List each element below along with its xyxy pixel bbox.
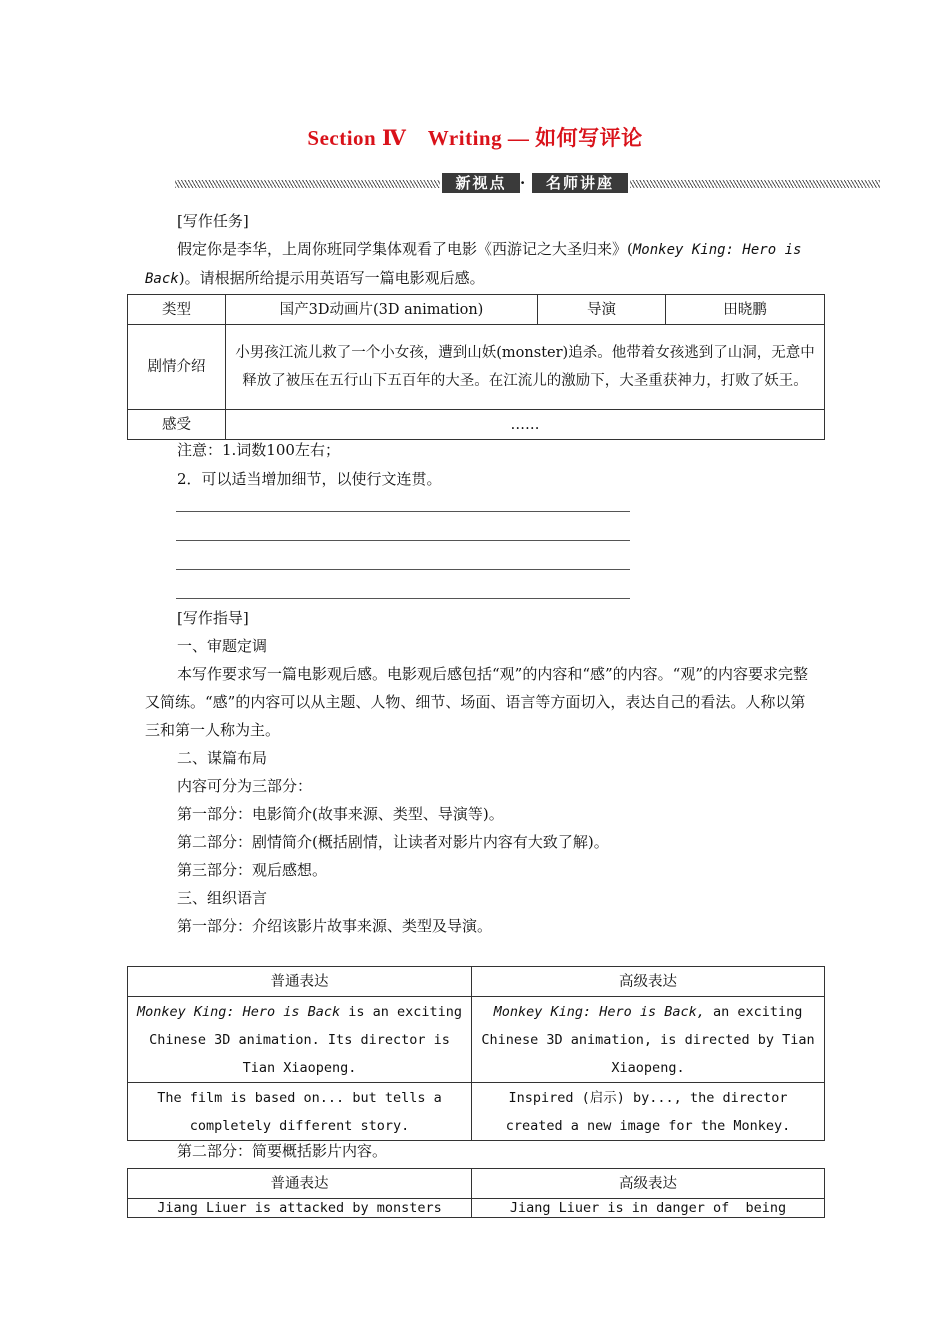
advanced-expression-2: Inspired (启示) by..., the director created a new image for the Monkey. [472, 1083, 825, 1141]
section-3-part-2: 第二部分：简要概括影片内容。 [177, 1142, 388, 1160]
info-table [127, 294, 825, 440]
section-banner [175, 173, 880, 195]
section-2-part-3: 第三部分：观后感想。 [177, 861, 328, 879]
header-basic: 普通表达 [128, 1169, 472, 1199]
banner-tag-new-view: 新视点 [442, 173, 520, 193]
banner-hatch-left [175, 180, 440, 188]
writing-line [176, 540, 630, 541]
type-label: 类型 [128, 295, 226, 325]
section-2-part-2: 第二部分：剧情简介(概括剧情，让读者对影片内容有大致了解)。 [177, 833, 609, 851]
compare-table-2 [127, 1168, 825, 1218]
header-advanced: 高级表达 [472, 1169, 825, 1199]
writing-line [176, 598, 630, 599]
director-label: 导演 [538, 295, 666, 325]
plot-value: 小男孩江流儿救了一个小女孩，遭到山妖(monster)追杀。他带着女孩逃到了山洞，无意中释放了被压在五行山下五百年的大圣。在江流儿的激励下，大圣重获神力，打败了妖王。 [226, 325, 825, 410]
section-2-part-1: 第一部分：电影简介(故事来源、类型、导演等)。 [177, 805, 504, 823]
section-3-part-1: 第一部分：介绍该影片故事来源、类型及导演。 [177, 917, 493, 935]
advanced-expression-1: Monkey King: Hero is Back, an exciting Chinese 3D animation, is directed by Tian Xiaopeng. [472, 997, 825, 1083]
banner-tag-lecture: 名师讲座 [532, 173, 628, 193]
note-1: 注意：1.词数100左右； [177, 441, 340, 459]
task-intro: 假定你是李华，上周你班同学集体观看了电影《西游记之大圣归来》(Monkey King: Hero is Back)。请根据所给提示用英语写一篇电影观后感。 [145, 240, 802, 287]
page-title: Section Ⅳ Writing — 如何写评论 [307, 126, 643, 150]
compare-table-1 [127, 966, 825, 1141]
feeling-label: 感受 [128, 410, 226, 440]
task-heading: [写作任务] [177, 212, 249, 230]
basic-expression-1: Jiang Liuer is attacked by monsters [128, 1199, 472, 1218]
basic-expression-1: Monkey King: Hero is Back is an exciting Chinese 3D animation. Its director is Tian Xiaopeng. [128, 997, 472, 1083]
feeling-value: …… [226, 410, 825, 440]
banner-dot: · [520, 174, 526, 192]
director-value: 田晓鹏 [666, 295, 825, 325]
writing-line [176, 511, 630, 512]
writing-line [176, 569, 630, 570]
section-3-title: 三、组织语言 [177, 889, 268, 907]
section-2-title: 二、谋篇布局 [177, 749, 268, 767]
section-1-body: 本写作要求写一篇电影观后感。电影观后感包括“观”的内容和“感”的内容。“观”的内容要求完整又简练。“感”的内容可以从主题、人物、细节、场面、语言等方面切入，表达自己的看法。人称以第三和第一人称为主。 [145, 665, 809, 739]
advanced-expression-1: Jiang Liuer is in danger of being [472, 1199, 825, 1218]
header-advanced: 高级表达 [472, 967, 825, 997]
type-value: 国产3D动画片(3D animation) [226, 295, 538, 325]
header-basic: 普通表达 [128, 967, 472, 997]
plot-label: 剧情介绍 [128, 325, 226, 410]
section-1-title: 一、审题定调 [177, 637, 268, 655]
section-2-intro: 内容可分为三部分： [177, 777, 313, 795]
basic-expression-2: The film is based on... but tells a completely different story. [128, 1083, 472, 1141]
banner-hatch-right [630, 180, 880, 188]
note-2: 2．可以适当增加细节，以使行文连贯。 [177, 470, 442, 488]
guide-heading: [写作指导] [177, 609, 249, 627]
